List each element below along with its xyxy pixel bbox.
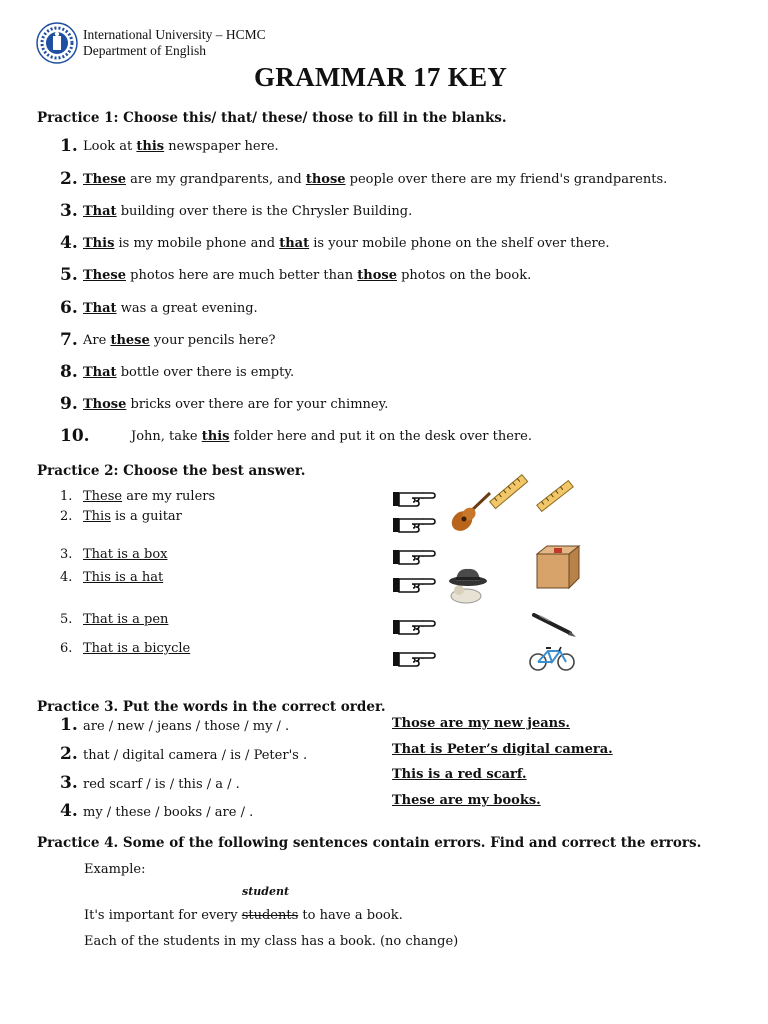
- pen-image: [532, 612, 576, 640]
- practice2-answer: This is a guitar: [83, 509, 182, 524]
- example-sentence: It's important for every students to have a book.: [84, 908, 403, 923]
- scrambled-words: red scarf / is / this / a / .: [83, 777, 240, 792]
- item-number: 8.: [60, 362, 78, 382]
- guitar-image: [448, 490, 493, 535]
- answer-word: that: [279, 236, 310, 251]
- scrambled-words: are / new / jeans / those / my / .: [83, 719, 290, 734]
- example-label: Example:: [84, 862, 146, 877]
- item-number: 4.: [60, 801, 78, 821]
- answer-word: this: [136, 139, 165, 154]
- pointing-hand-icon: [392, 615, 436, 639]
- answer-word: This: [83, 236, 115, 251]
- department-name: Department of English: [83, 43, 206, 58]
- item-number: 7.: [60, 330, 78, 350]
- pointing-hand-icon: [392, 573, 436, 597]
- pointing-hand-icon: [392, 487, 436, 511]
- practice2-heading: Practice 2: Choose the best answer.: [37, 463, 306, 479]
- practice2-answer: These are my rulers: [83, 489, 216, 504]
- answer-word: That: [83, 204, 117, 219]
- pointing-hand-icon: [392, 545, 436, 569]
- item-number: 2.: [60, 169, 78, 189]
- item-number: 4.: [60, 570, 73, 585]
- practice1-heading: Practice 1: Choose this/ that/ these/ those to fill in the blanks.: [37, 110, 507, 126]
- answer-word: That: [83, 365, 117, 380]
- practice1-sentence: That bottle over there is empty.: [83, 365, 295, 380]
- item-number: 1.: [60, 136, 78, 156]
- ordered-answer: Those are my new jeans.: [392, 716, 570, 731]
- practice1-sentence: These are my grandparents, and those people over there are my friend's grandparents.: [83, 172, 668, 187]
- practice1-sentence: These photos here are much better than those photos on the book.: [83, 268, 532, 283]
- ordered-answer: This is a red scarf.: [392, 767, 527, 782]
- practice1-sentence: John, take this folder here and put it on the desk over there.: [131, 429, 532, 444]
- answer-word: those: [357, 268, 397, 283]
- ruler-image: [488, 472, 530, 512]
- answer-phrase: These: [83, 489, 123, 504]
- practice1-sentence: That was a great evening.: [83, 301, 258, 316]
- answer-word: That: [83, 301, 117, 316]
- no-change-sentence: Each of the students in my class has a book. (no change): [84, 934, 459, 949]
- answer-phrase: This is a hat: [83, 570, 164, 585]
- answer-word: those: [305, 172, 346, 187]
- answer-phrase: That is a bicycle: [83, 641, 191, 656]
- practice1-sentence: Are these your pencils here?: [83, 333, 276, 348]
- item-number: 1.: [60, 489, 73, 504]
- answer-word: These: [83, 268, 126, 283]
- item-number: 3.: [60, 773, 78, 793]
- practice1-sentence: This is my mobile phone and that is your mobile phone on the shelf over there.: [83, 236, 610, 251]
- item-number: 5.: [60, 612, 73, 627]
- answer-phrase: That is a box: [83, 547, 168, 562]
- practice1-sentence: Look at this newspaper here.: [83, 139, 279, 154]
- practice3-heading: Practice 3. Put the words in the correct order.: [37, 699, 386, 715]
- practice1-sentence: That building over there is the Chrysler Building.: [83, 204, 413, 219]
- item-number: 6.: [60, 641, 73, 656]
- item-number: 1.: [60, 715, 78, 735]
- item-number: 2.: [60, 744, 78, 764]
- pointing-hand-icon: [392, 647, 436, 671]
- scrambled-words: that / digital camera / is / Peter's .: [83, 748, 308, 763]
- item-number: 9.: [60, 394, 78, 414]
- pointing-hand-icon: [392, 513, 436, 537]
- struck-word: students: [241, 908, 299, 923]
- item-number: 10.: [60, 426, 90, 446]
- answer-phrase: That is a pen: [83, 612, 169, 627]
- hat-image: [444, 564, 488, 604]
- university-name: International University – HCMC: [83, 27, 266, 42]
- correction-word: student: [242, 885, 290, 898]
- practice2-answer: [83, 570, 163, 585]
- answer-word: Those: [83, 397, 127, 412]
- item-number: 4.: [60, 233, 78, 253]
- practice2-answer: [83, 547, 167, 562]
- answer-word: these: [110, 333, 150, 348]
- item-number: 2.: [60, 509, 73, 524]
- practice4-heading: Practice 4. Some of the following sentences contain errors. Find and correct the errors.: [37, 835, 702, 851]
- item-number: 6.: [60, 298, 78, 318]
- ordered-answer: These are my books.: [392, 793, 541, 808]
- practice2-answer: [83, 641, 190, 656]
- practice1-sentence: Those bricks over there are for your chimney.: [83, 397, 389, 412]
- scrambled-words: my / these / books / are / .: [83, 805, 254, 820]
- item-number: 3.: [60, 547, 73, 562]
- box-image: [535, 544, 581, 590]
- practice2-answer: [83, 612, 168, 627]
- page-title: GRAMMAR 17 KEY: [254, 62, 508, 92]
- university-logo: [36, 22, 78, 64]
- ruler-image: [535, 478, 575, 514]
- answer-phrase: This: [83, 509, 111, 524]
- item-number: 3.: [60, 201, 78, 221]
- ordered-answer: That is Peter’s digital camera.: [392, 742, 613, 757]
- answer-word: These: [83, 172, 126, 187]
- bicycle-image: [528, 644, 576, 672]
- answer-word: this: [201, 429, 230, 444]
- item-number: 5.: [60, 265, 78, 285]
